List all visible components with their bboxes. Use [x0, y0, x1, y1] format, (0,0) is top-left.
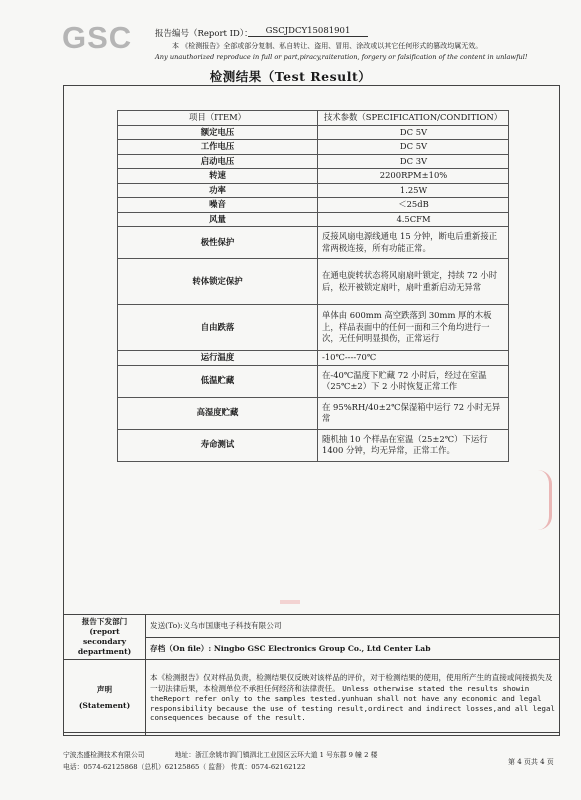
row-spec: DC 5V	[318, 125, 509, 140]
col-spec-header: 技术参数（SPECIFICATION/CONDITION）	[318, 111, 509, 126]
issued-label-cn: 报告下发部门	[81, 617, 128, 626]
row-item: 额定电压	[118, 125, 318, 140]
statement-en: Unless otherwise stated the results showin theReport refer only to the samples tested.yunhuan shall not have any economic and legal responsibility because the use of testing result,ordirect and indirect losses,and all legal consequences because of the result.	[150, 684, 555, 723]
table-row	[118, 351, 509, 366]
row-spec: 在通电旋转状态将风扇扇叶锁定，持续 72 小时后，松开被锁定扇叶，扇叶重新启动无异常	[318, 259, 509, 305]
company-address	[63, 749, 377, 759]
issued-label	[64, 615, 146, 660]
row-spec: DC 3V	[318, 154, 509, 169]
statement-label-en: (Statement)	[78, 700, 131, 710]
row-item: 自由跌落	[118, 305, 318, 351]
table-row	[118, 227, 509, 259]
row-spec: 2200RPM±10%	[318, 169, 509, 184]
company-name: 宁波杰盛检测技术有限公司	[63, 751, 145, 759]
row-item: 寿命测试	[118, 429, 318, 461]
stamp-smudge	[280, 600, 300, 604]
row-item: 启动电压	[118, 154, 318, 169]
row-item: 工作电压	[118, 140, 318, 155]
row-item: 转体锁定保护	[118, 259, 318, 305]
table-row	[118, 198, 509, 213]
table-row	[118, 154, 509, 169]
report-id-label: 报告编号（Report ID）：	[155, 29, 253, 39]
statement-label-cn: 声明	[96, 684, 113, 694]
table-row	[118, 259, 509, 305]
table-row	[118, 125, 509, 140]
row-item: 高湿度贮藏	[118, 397, 318, 429]
statement-label	[64, 660, 146, 736]
sent-to: 发送(To):义乌市国康电子科技有限公司	[146, 615, 560, 638]
row-spec: 1.25W	[318, 183, 509, 198]
table-row	[118, 212, 509, 227]
table-row	[118, 169, 509, 184]
test-result-table	[117, 110, 509, 462]
row-item: 运行温度	[118, 351, 318, 366]
row-spec: 反接风扇电源线通电 15 分钟，断电后重新接正常两极连接，所有功能正常。	[318, 227, 509, 259]
row-item: 低温贮藏	[118, 365, 318, 397]
row-spec: -10℃----70℃	[318, 351, 509, 366]
row-spec: 在 95%RH/40±2℃保湿箱中运行 72 小时无异常	[318, 397, 509, 429]
statement-text	[146, 660, 560, 736]
row-spec: 4.5CFM	[318, 212, 509, 227]
col-item-header: 项目（ITEM）	[118, 111, 318, 126]
row-spec: DC 5V	[318, 140, 509, 155]
row-spec: 单体由 600mm 高空跌落到 30mm 厚的木板上，样品表面中的任何一面和三个角均进行一次，无任何明显损伤，正常运行	[318, 305, 509, 351]
row-item: 风量	[118, 212, 318, 227]
row-item: 转速	[118, 169, 318, 184]
report-id-value: GSCJDCY15081901	[248, 26, 368, 37]
footer-table	[63, 614, 560, 736]
statement-row	[64, 660, 560, 736]
issued-label-en: (report secondary department)	[77, 627, 132, 656]
table-row	[118, 365, 509, 397]
row-item: 功率	[118, 183, 318, 198]
stamp-mark	[538, 470, 552, 530]
row-spec: 在-40℃温度下贮藏 72 小时后，经过在室温（25℃±2）下 2 小时恢复正常工作	[318, 365, 509, 397]
statement-cn: 本《检测报告》仅对样品负责，检测结果仅反映对该样品的评价，对于检测结果的使用，使用所产生的直接或间接损失及一切法律后果，本检测单位不承担任何经济和法律责任。	[150, 673, 553, 694]
table-row	[118, 397, 509, 429]
gsc-logo: GSC	[62, 20, 133, 55]
issued-row	[64, 615, 560, 638]
warning-cn: 本 《检测报告》全部或部分复制、私自转让、盗用、冒用、涂改或以其它任何形式的篡改均属无效。	[172, 42, 483, 50]
address-text: 地址：浙江余姚市泗门镇泗北工业园区云环大道 1 号东郡 9 幢 2 楼	[174, 751, 378, 759]
table-header-row	[118, 111, 509, 126]
row-item: 极性保护	[118, 227, 318, 259]
table-row	[118, 140, 509, 155]
table-row	[118, 429, 509, 461]
table-row	[118, 305, 509, 351]
page-number: 第 4 页共 4 页	[508, 758, 554, 766]
row-spec: 随机抽 10 个样品在室温（25±2℃）下运行 1400 分钟，均无异常，正常工作。	[318, 429, 509, 461]
row-item: 噪音	[118, 198, 318, 213]
table-row	[118, 183, 509, 198]
archive-info: 存档（On file）: Ningbo GSC Electronics Group Co., Ltd Center Lab	[146, 637, 560, 660]
row-spec: ＜25dB	[318, 198, 509, 213]
page-title: 检测结果（Test Result）	[209, 69, 372, 84]
phone-info: 电话：0574-62125868（总机）62125865（ 监督） 传真：0574-62162122	[63, 763, 306, 771]
warning-en: Any unauthorized reproduce in full or part,piracy,raiteration, forgery or falsification of the content in unlawful!	[155, 53, 528, 61]
